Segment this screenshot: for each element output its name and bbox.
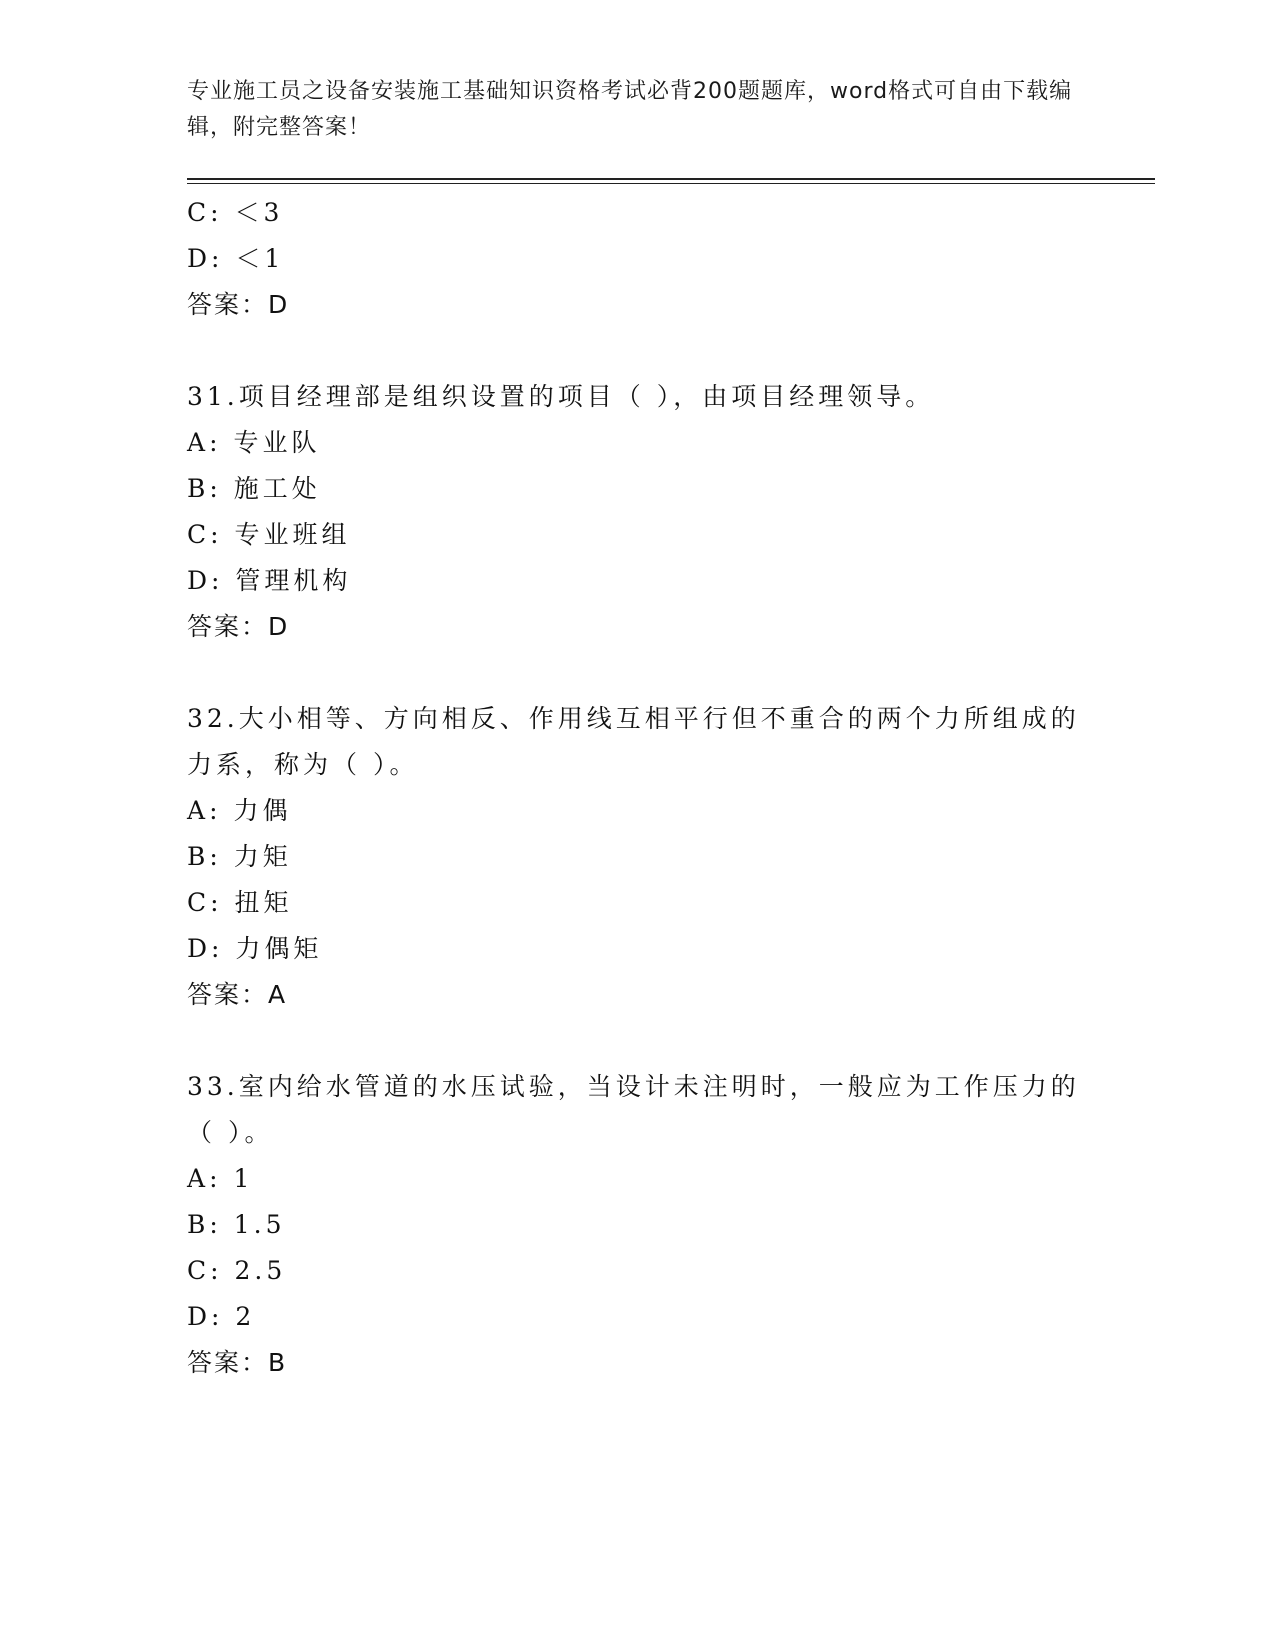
option-b: B: 力矩 — [187, 842, 292, 871]
previous-question-tail — [187, 190, 1087, 328]
option-text: ＜1 — [235, 244, 285, 273]
option-letter: B — [187, 842, 210, 871]
option-text: 扭矩 — [234, 888, 293, 917]
option-text: 力偶矩 — [235, 934, 323, 963]
option-letter: D — [187, 566, 212, 595]
answer-line: 答案：B — [187, 1348, 288, 1377]
header-rule-thin — [187, 183, 1155, 184]
document-body — [187, 190, 1087, 1386]
question-stem: 31.项目经理部是组织设置的项目（ ），由项目经理领导。 — [187, 382, 935, 411]
option-letter: C — [187, 1256, 211, 1285]
question-stem: 33.室内给水管道的水压试验，当设计未注明时，一般应为工作压力的（ ）。 — [187, 1072, 1080, 1147]
option-text: 2.5 — [234, 1256, 287, 1285]
option-c: C: 2.5 — [187, 1256, 287, 1285]
option-letter: C — [187, 520, 211, 549]
option-d: D: 2 — [187, 1302, 256, 1331]
option-letter: A — [187, 1164, 210, 1193]
option-letter: A — [187, 428, 210, 457]
option-letter: C — [187, 198, 211, 227]
question-stem: 32.大小相等、方向相反、作用线互相平行但不重合的两个力所组成的力系，称为（ ）。 — [187, 704, 1080, 779]
header-rule-thick — [187, 178, 1155, 180]
option-text: ＜3 — [234, 198, 284, 227]
option-letter: A — [187, 796, 210, 825]
document-header: 专业施工员之设备安装施工基础知识资格考试必背200题题库，word格式可自由下载编辑，附完整答案！ — [187, 79, 1073, 140]
answer-line: 答案：D — [187, 290, 290, 319]
option-a: A: 1 — [187, 1164, 254, 1193]
option-d: D: 力偶矩 — [187, 934, 323, 963]
option-c: C: 扭矩 — [187, 888, 293, 917]
option-b: B: 1.5 — [187, 1210, 286, 1239]
option-text: 1 — [233, 1164, 254, 1193]
option-letter: D — [187, 1302, 212, 1331]
option-letter: B — [187, 474, 210, 503]
option-letter: D — [187, 934, 212, 963]
option-c: C: ＜3 — [187, 198, 284, 227]
option-text: 力偶 — [233, 796, 292, 825]
option-a: A: 专业队 — [187, 428, 321, 457]
question-32 — [187, 696, 1087, 1018]
answer-line: 答案：D — [187, 612, 290, 641]
option-letter: C — [187, 888, 211, 917]
option-letter: D — [187, 244, 212, 273]
option-text: 管理机构 — [235, 566, 352, 595]
option-text: 2 — [235, 1302, 256, 1331]
option-c: C: 专业班组 — [187, 520, 351, 549]
question-31 — [187, 374, 1087, 650]
option-text: 施工处 — [233, 474, 321, 503]
option-d: D: ＜1 — [187, 244, 285, 273]
option-d: D: 管理机构 — [187, 566, 352, 595]
option-text: 1.5 — [233, 1210, 286, 1239]
option-text: 专业队 — [233, 428, 321, 457]
question-33 — [187, 1064, 1087, 1386]
option-letter: B — [187, 1210, 210, 1239]
option-text: 力矩 — [233, 842, 292, 871]
option-b: B: 施工处 — [187, 474, 321, 503]
answer-line: 答案：A — [187, 980, 288, 1009]
option-a: A: 力偶 — [187, 796, 292, 825]
option-text: 专业班组 — [234, 520, 351, 549]
